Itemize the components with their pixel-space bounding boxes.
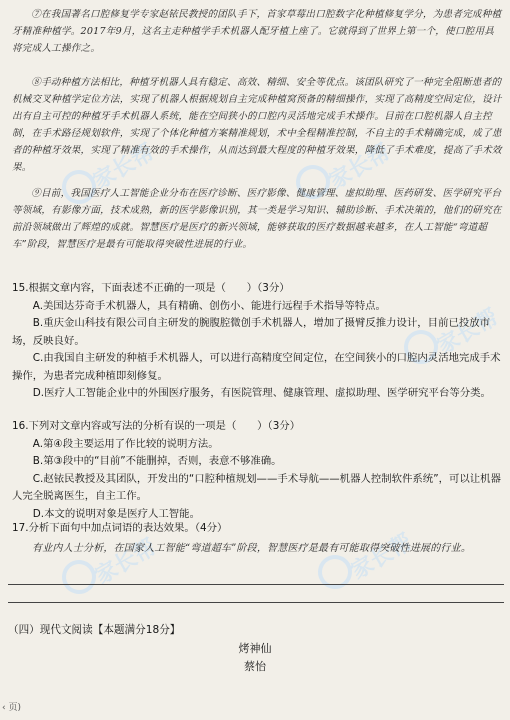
question-15-option-b[interactable]: B.重庆金山科技有限公司自主研发的腕腹腔微创手术机器人，增加了摄臂反推力设计，目前已投放市场，反映良好。 — [12, 317, 491, 347]
question-16-option-a[interactable]: A.第④段主要运用了作比较的说明方法。 — [32, 437, 219, 450]
watermark-text: 家长帮 — [433, 304, 503, 360]
watermark-logo-icon — [56, 554, 102, 600]
question-15-option-d[interactable]: D.医疗人工智能企业中的外围医疗服务，有医院管理、健康管理、虚拟助理、医学研究平台等分类。 — [32, 387, 491, 399]
section-4-heading: （四）现代文阅读【本题满分18分】 — [8, 624, 181, 636]
question-15-option-c[interactable]: C.由我国自主研发的种植手术机器人，可以进行高精度空间定位，在空间狭小的口腔内灵活地完成手术操作，为患者完成种植即刻修复。 — [12, 352, 501, 382]
question-17 — [12, 520, 502, 538]
question-16 — [12, 418, 502, 523]
passage-paragraph-7: ⑦在我国著名口腔修复学专家赵铱民教授的团队手下，首家草莓出口腔数字化种植修复学分，为患者完成种植牙精准种植学。2017年9月，这名主走种植学手术机器人配牙植上座了。它就得到了世界上第一个，使口腔用具将完成人工操作之。 — [12, 9, 502, 54]
answer-line[interactable] — [8, 584, 504, 585]
question-16-stem: 16.下列对文章内容或写法的分析有误的一项是（ ）（3分） — [12, 420, 301, 432]
watermark-text: 家长帮 — [89, 139, 159, 195]
page-corner-mark: ‹ 页) — [2, 703, 21, 713]
article-title: 烤神仙 — [238, 642, 272, 655]
question-16-option-d[interactable]: D.本文的说明对象是医疗人工智能。 — [32, 507, 200, 520]
watermark-text: 家长帮 — [325, 139, 395, 195]
watermark-text: 家长帮 — [91, 534, 161, 590]
article-author: 蔡怡 — [244, 660, 266, 673]
answer-line[interactable] — [8, 602, 504, 603]
question-15-option-a[interactable]: A.美国达芬奇手术机器人，具有精确、创伤小、能进行远程手术指导等特点。 — [32, 299, 386, 312]
passage-paragraph-8: ⑧手动种植方法相比，种植牙机器人具有稳定、高效、精细、安全等优点。该团队研究了一种完全阻断患者的机械交叉种植学定位方法，实现了机器人根据规划自主完成种植窝预备的精细操作，实现了高精度空间定位，设计出有自主可控的种植牙手术机器人系统，能在空间狭小的口腔内灵活地完成手术操作。目前在口腔机器人自主控制，在手术路径规划软件，实现了个体化种植方案精准规划，术中全程精准控制，不自主的手术精确完成，成了患者的种植牙效果，实现了精准有效的手术操作，从而达到最大程度的种植牙效果，降低了手术难度，提高了手术效果。 — [12, 77, 502, 173]
watermark-text: 家长帮 — [347, 529, 417, 585]
question-17-quote: 有业内人士分析，在国家人工智能“弯道超车”阶段，智慧医疗是最有可能取得突破性进展的行业。 — [32, 543, 472, 554]
passage-paragraph-9: ⑨目前，我国医疗人工智能企业分布在医疗诊断、医疗影像、健康管理、虚拟助理、医药研发、医学研究平台等领域，有影像方面，技术成熟，新的医学影像识别，其一类是学习知识、辅助诊断、手术决策的，他们的研究在前沿领域做出了辉煌的成就。智慧医疗是医疗的新兴领域，能够获取的医疗数据越来越多，在人工智能“弯道超车”阶段，智慧医疗是最有可能取得突破性进展的行业。 — [12, 188, 502, 250]
question-15-stem: 15.根据文章内容，下面表述不正确的一项是（ ）（3分） — [12, 282, 290, 294]
question-16-option-b[interactable]: B.第③段中的“目前”不能删掉，否则，表意不够准确。 — [32, 455, 282, 467]
question-15 — [12, 280, 502, 403]
question-17-stem: 17.分析下面句中加点词语的表达效果。（4分） — [12, 522, 228, 534]
question-16-option-c[interactable]: C.赵铱民教授及其团队，开发出的“口腔种植规划——手术导航——机器人控制软件系统”，可以让机器人完全脱离医生，自主工作。 — [12, 472, 501, 502]
